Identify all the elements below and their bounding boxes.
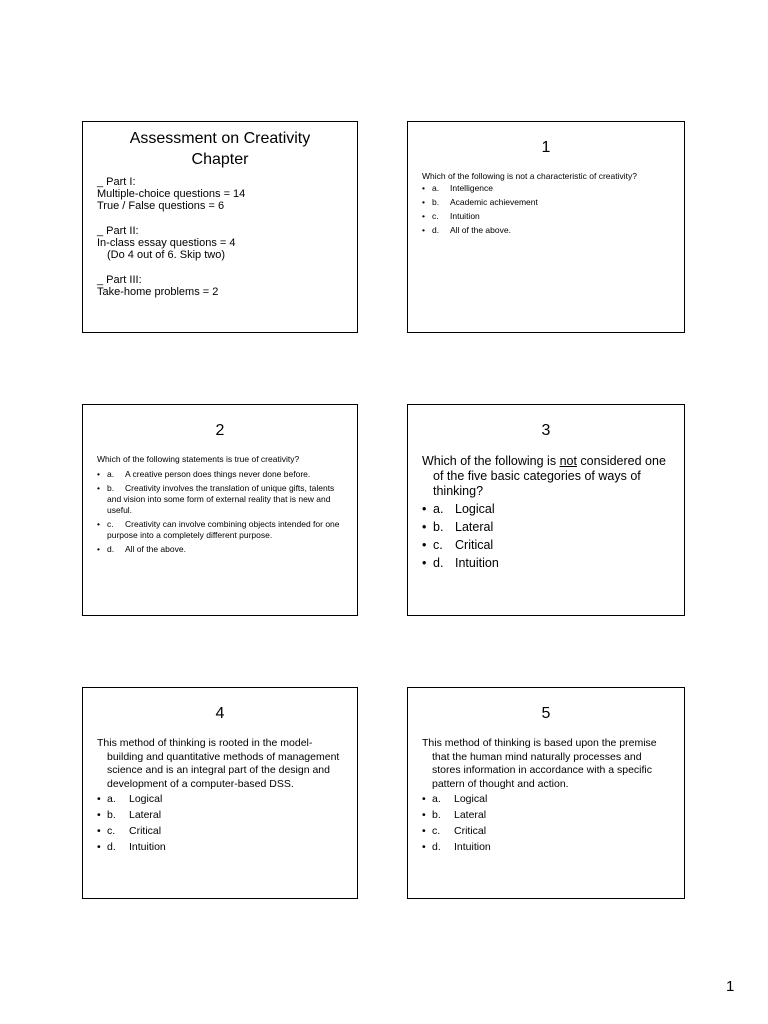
slide-number: 5 [541,705,551,722]
option-a: • a. Logical [97,793,343,807]
option-b: • b. Lateral [422,809,670,823]
option-c: • c. Creativity can involve combining objects intended for one purpose into a completely different purpose. [97,519,343,541]
option-b: • b. Lateral [422,520,670,535]
question-text: Which of the following statements is true of creativity? [97,454,300,464]
slide-3 [407,404,685,616]
option-d: • d. Intuition [422,556,670,571]
option-c: • c. Critical [97,825,343,839]
option-d: • d. Intuition [422,841,670,855]
option-a: • a. Logical [422,502,670,517]
option-d: • d. Intuition [97,841,343,855]
slide-number: 4 [215,705,225,722]
slide-title: Assessment on Creativity Chapter [129,130,311,168]
part2-label: _ Part II: [97,225,139,237]
option-b: • b. Academic achievement [422,197,670,208]
slide-2 [82,404,358,616]
option-c: • c. Critical [422,538,670,553]
slide-cover [82,121,358,333]
slide-number: 2 [215,422,225,439]
option-b: • b. Lateral [97,809,343,823]
slide-4 [82,687,358,899]
options-list [97,793,343,855]
slide-5 [407,687,685,899]
option-a: • a. Logical [422,793,670,807]
option-d: • d. All of the above. [97,544,343,555]
option-d: • d. All of the above. [422,225,670,236]
slide-number: 3 [541,422,551,439]
assessment-parts [97,176,343,298]
question-text: Which of the following is not considered one of the five basic categories of ways of thinking? [422,454,666,498]
slide-1 [407,121,685,333]
slide-number: 1 [541,139,551,156]
part3-label: _ Part III: [97,274,142,286]
question-text: This method of thinking is based upon the premise that the human mind naturally processes and stores information in accordance with a specific pattern of thought and action. [422,737,657,790]
option-b: • b. Creativity involves the translation of unique gifts, talents and vision into some form of external reality that is new and useful. [97,483,343,516]
page-number: 1 [726,978,735,995]
part2-line2: (Do 4 out of 6. Skip two) [107,249,225,261]
part2-line1: In-class essay questions = 4 [97,237,236,249]
question-text: This method of thinking is rooted in the model-building and quantitative methods of management science and is an integral part of the design and development of a computer-based DSS. [97,737,340,790]
part1-line1: Multiple-choice questions = 14 [97,188,246,200]
option-a: • a. Intelligence [422,183,670,194]
part1-label: _ Part I: [97,176,136,188]
options-list [97,469,343,555]
option-a: • a. A creative person does things never done before. [97,469,343,480]
option-c: • c. Intuition [422,211,670,222]
options-list [422,183,670,236]
emphasis-not: not [559,454,577,468]
part1-line2: True / False questions = 6 [97,200,225,212]
options-list [422,502,670,571]
part3-line1: Take-home problems = 2 [97,286,219,298]
question-text: Which of the following is not a characteristic of creativity? [422,171,637,181]
option-c: • c. Critical [422,825,670,839]
options-list [422,793,670,855]
